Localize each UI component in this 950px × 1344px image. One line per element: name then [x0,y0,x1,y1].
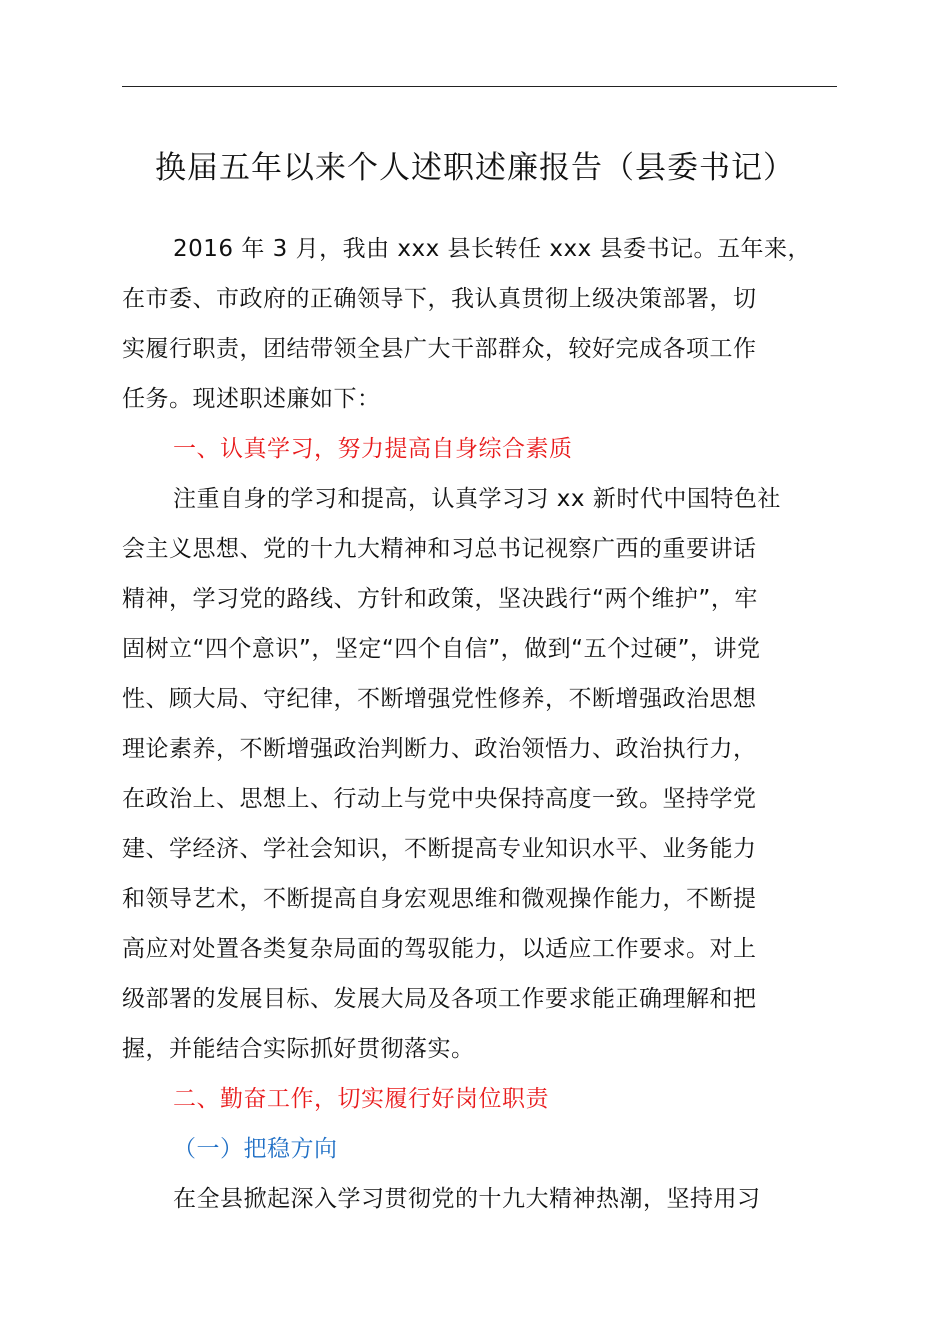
paragraph-line: 建、学经济、学社会知识，不断提高专业知识水平、业务能力 [122,836,757,862]
section-heading-1: 一、认真学习，努力提高自身综合素质 [173,436,573,462]
paragraph-line: 任务。现述职述廉如下： [122,386,381,412]
header-rule [122,86,837,87]
paragraph-line: 在市委、市政府的正确领导下，我认真贯彻上级决策部署，切 [122,286,757,312]
paragraph-line: 在政治上、思想上、行动上与党中央保持高度一致。坚持学党 [122,786,757,812]
paragraph-line: 固树立“四个意识”，坚定“四个自信”，做到“五个过硬”，讲党 [122,636,761,662]
paragraph-line: 注重自身的学习和提高，认真学习习 xx 新时代中国特色社 [173,486,781,512]
paragraph-line: 和领导艺术，不断提高自身宏观思维和微观操作能力，不断提 [122,886,757,912]
paragraph-line: 理论素养，不断增强政治判断力、政治领悟力、政治执行力， [122,736,757,762]
paragraph-line: 握，并能结合实际抓好贯彻落实。 [122,1036,475,1062]
paragraph-line: 在全县掀起深入学习贯彻党的十九大精神热潮，坚持用习 [173,1186,761,1212]
section-heading-2: 二、勤奋工作，切实履行好岗位职责 [173,1086,549,1112]
paragraph-line: 2016 年 3 月，我由 xxx 县长转任 xxx 县委书记。五年来， [173,236,812,262]
paragraph-line: 高应对处置各类复杂局面的驾驭能力，以适应工作要求。对上 [122,936,757,962]
paragraph-line: 性、顾大局、守纪律，不断增强党性修养，不断增强政治思想 [122,686,757,712]
paragraph-line: 会主义思想、党的十九大精神和习总书记视察广西的重要讲话 [122,536,757,562]
document-body [122,224,867,1224]
subsection-heading-1: （一）把稳方向 [173,1136,338,1162]
document-title: 换届五年以来个人述职述廉报告（县委书记） [155,150,795,186]
paragraph-line: 实履行职责，团结带领全县广大干部群众，较好完成各项工作 [122,336,757,362]
paragraph-line: 精神，学习党的路线、方针和政策，坚决践行“两个维护”，牢 [122,586,758,612]
paragraph-line: 级部署的发展目标、发展大局及各项工作要求能正确理解和把 [122,986,757,1012]
